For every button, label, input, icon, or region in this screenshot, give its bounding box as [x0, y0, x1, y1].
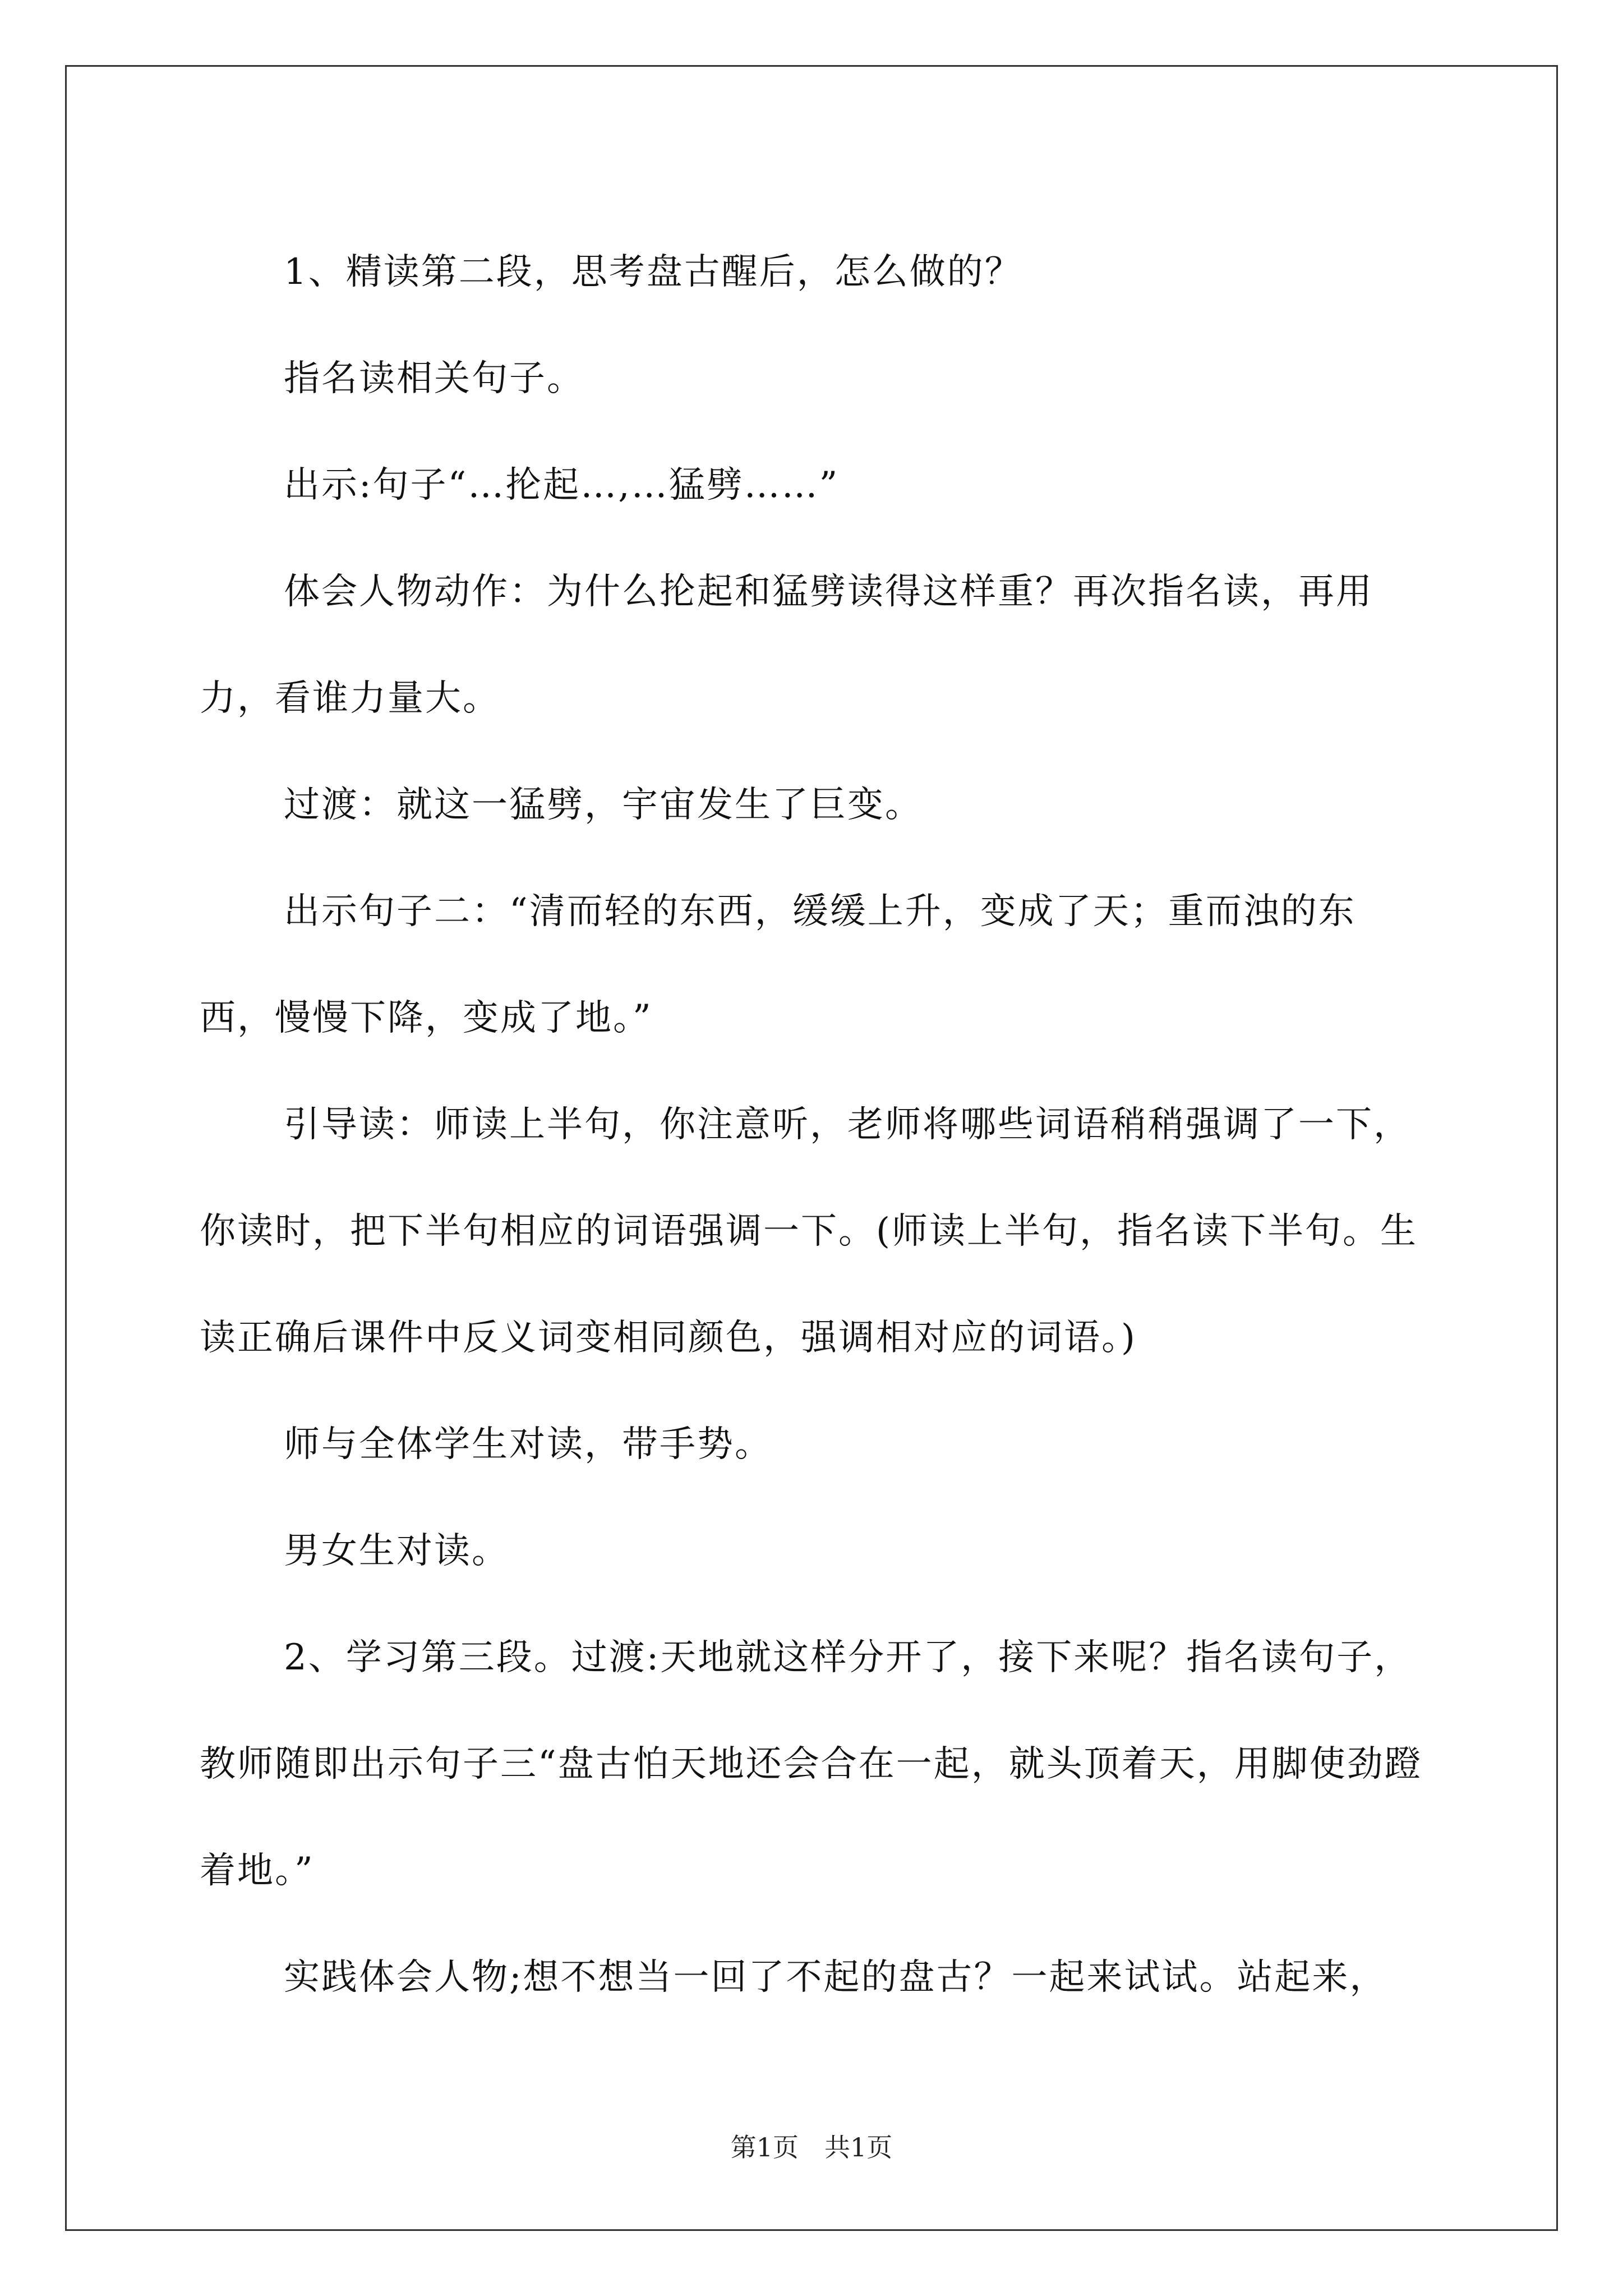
- paragraph: 1、精读第二段，思考盘古醒后，怎么做的？: [284, 251, 1022, 293]
- page-number: 第1页: [730, 2132, 799, 2162]
- paragraph: 男女生对读。: [284, 1530, 509, 1572]
- paragraph: 师与全体学生对读，带手势。: [284, 1424, 772, 1465]
- paragraph: 指名读相关句子。: [284, 358, 584, 399]
- paragraph: 实践体会人物;想不想当一回了不起的盘古？一起来试试。站起来，: [284, 1957, 1387, 1998]
- paragraph: 体会人物动作：为什么抡起和猛劈读得这样重？再次指名读，再用力，看谁力量大。: [200, 571, 1373, 719]
- paragraph: 出示:句子“…抡起…,…猛劈……”: [284, 464, 840, 506]
- paragraph: 过渡：就这一猛劈，宇宙发生了巨变。: [284, 784, 923, 826]
- page-total: 共1页: [824, 2132, 893, 2162]
- document-body: [200, 219, 1428, 2031]
- paragraph: 出示句子二：“清而轻的东西，缓缓上升，变成了天；重而浊的东西，慢慢下降，变成了地。”: [200, 891, 1356, 1039]
- paragraph: 2、学习第三段。过渡:天地就这样分开了，接下来呢？指名读句子，教师随即出示句子三“盘古怕天地还会合在一起，就头顶着天，用脚使劲蹬着地。”: [200, 1637, 1422, 1892]
- page-footer: [0, 2127, 1623, 2164]
- paragraph: 引导读：师读上半句，你注意听，老师将哪些词语稍稍强调了一下，你读时，把下半句相应的词语强调一下。(师读上半句，指名读下半句。生读正确后课件中反义词变相同颜色，强调相对应的词语。): [200, 1104, 1418, 1359]
